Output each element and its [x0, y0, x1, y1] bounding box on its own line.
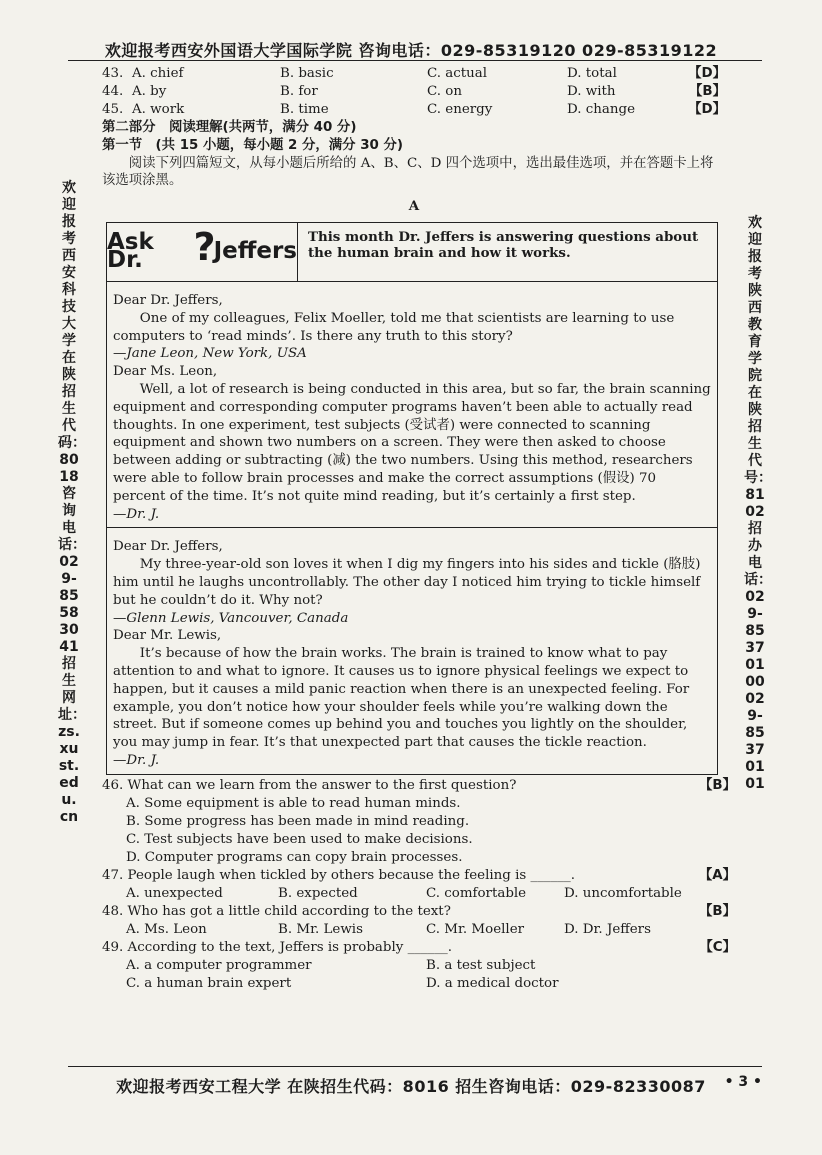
letter-greeting: Dear Dr. Jeffers, [113, 292, 223, 308]
answer-mark: 【C】 [699, 939, 736, 955]
reply-greeting: Dear Mr. Lewis, [113, 628, 222, 644]
header-rule [68, 60, 762, 61]
answer-mark: 【B】 [699, 903, 736, 919]
reply-signature: —Dr. J. [113, 506, 160, 522]
question-stem: 47. People laugh when tickled by others because the feeling is ______. [102, 867, 575, 883]
answer-mark: 【A】 [698, 867, 736, 883]
question-stem: 46. What can we learn from the answer to the first question? [102, 777, 517, 793]
footer-rule [68, 1066, 762, 1067]
question-47-options [112, 885, 716, 903]
box-header [107, 223, 717, 282]
question-49-options-row1 [112, 957, 716, 975]
reply-signature: —Dr. J. [113, 752, 160, 768]
option-c: C. Mr. Moeller [426, 921, 525, 937]
question-46-option [112, 831, 716, 849]
option-d: D. a medical doctor [426, 975, 559, 991]
question-number: 44. [102, 84, 124, 99]
question-49-stem [102, 939, 736, 957]
logo-text-left: Ask Dr. [107, 229, 154, 273]
option-d: D. Dr. Jeffers [564, 921, 651, 937]
question-row-45 [102, 101, 726, 119]
option-a: A. unexpected [126, 885, 223, 901]
right-side-banner: 欢迎报考陕西教育学院 在陕招生代号：8102 招办电话：029-85370100 029-85370101 [744, 215, 772, 792]
column-intro: This month Dr. Jeffers is answering questions about the human brain and how it works. [308, 228, 699, 261]
question-row-43 [102, 65, 726, 83]
option-b: B. expected [278, 885, 358, 901]
option-a: A. Ms. Leon [126, 921, 207, 937]
answer-mark: 【B】 [699, 777, 736, 793]
answer-mark: 【D】 [688, 66, 726, 81]
option-b: B. time [280, 102, 329, 117]
option-a: A. a computer programmer [126, 957, 312, 973]
question-48-options [112, 921, 716, 939]
option-c: C. on [427, 84, 462, 99]
option-d: D. Computer programs can copy brain processes. [126, 849, 463, 865]
prev-questions [102, 65, 726, 119]
option-c: C. actual [427, 66, 488, 81]
question-46-option [112, 813, 716, 831]
question-number: 45. [102, 102, 124, 117]
letter-signature: —Jane Leon, New York, USA [113, 346, 307, 362]
option-d: D. uncomfortable [564, 885, 682, 901]
question-47-stem [102, 867, 736, 885]
option-a: A. Some equipment is able to read human minds. [126, 795, 461, 811]
question-stem: 49. According to the text, Jeffers is probably ______. [102, 939, 452, 955]
option-c: C. comfortable [426, 885, 527, 901]
letter-body: One of my colleagues, Felix Moeller, told me that scientists are learning to use computers to ‘read minds’. Is there any truth to this story? [113, 310, 675, 344]
question-46-option [112, 849, 716, 867]
instructions: 阅读下列四篇短文，从每小题后所给的 A、B、C、D 四个选项中，选出最佳选项，并在答题卡上将该选项涂黑。 [102, 155, 714, 189]
question-49-options-row2 [112, 975, 716, 993]
letter-signature: —Glenn Lewis, Vancouver, Canada [113, 610, 349, 626]
letter-body: My three-year-old son loves it when I dig my fingers into his sides and tickle (胳肢) him until he laughs uncontrollably. The other day I noticed him trying to tickle himself but he couldn’t do it. Why not? [113, 557, 701, 608]
ask-dr-jeffers-box [106, 222, 718, 775]
question-number: 43. [102, 66, 124, 81]
option-d: D. change [567, 102, 635, 117]
option-b: B. Mr. Lewis [278, 921, 363, 937]
question-46-option [112, 795, 716, 813]
option-a: A. work [132, 102, 185, 117]
exam-content [102, 65, 736, 993]
letter-greeting: Dear Dr. Jeffers, [113, 539, 223, 555]
option-b: B. basic [280, 66, 334, 81]
part-title: 第二部分 阅读理解(共两节，满分 40 分) [102, 120, 357, 135]
option-d: D. total [567, 66, 617, 81]
letter-2 [107, 528, 717, 773]
question-row-44 [102, 83, 726, 101]
reply-greeting: Dear Ms. Leon, [113, 364, 218, 380]
option-a: A. by [132, 84, 167, 99]
answer-mark: 【D】 [688, 102, 726, 117]
question-46-stem [102, 777, 736, 795]
letter-1 [107, 282, 717, 527]
questions-block [102, 777, 736, 993]
answer-mark: 【B】 [689, 84, 726, 99]
ask-dr-jeffers-logo [107, 223, 298, 281]
section-title: 第一节 (共 15 小题，每小题 2 分，满分 30 分) [102, 137, 404, 153]
question-mark-icon: ? [193, 225, 216, 270]
passage-label: A [408, 198, 420, 215]
footer-banner: 欢迎报考西安工程大学 在陕招生代码：8016 招生咨询电话：029-82330087 [116, 1077, 706, 1096]
option-b: B. Some progress has been made in mind reading. [126, 813, 470, 829]
option-d: D. with [567, 84, 616, 99]
question-48-stem [102, 903, 736, 921]
option-c: C. energy [427, 102, 493, 117]
header-banner: 欢迎报考西安外国语大学国际学院 咨询电话：029-85319120 029-85319122 [104, 41, 718, 60]
option-c: C. a human brain expert [126, 975, 292, 991]
left-side-banner: 欢迎报考西安科技大学 在陕招生代码：8018 咨询电话：029-85583041 招生网址：zs.xust.edu.cn [58, 180, 86, 825]
option-a: A. chief [132, 66, 184, 81]
reply-body: It’s because of how the brain works. The brain is trained to know what to pay attention to and what to ignore. It causes us to ignore physical feelings we expect to happen, but it causes a mild panic reaction when there is an unexpected feeling. For example, you don’t notice how your shoulder feels while you’re walking down the street. But if someone comes up behind you and touches you lightly on the shoulder, you may jump in fear. It’s that unexpected part that causes the tickle reaction. [113, 646, 690, 751]
option-b: B. for [280, 84, 318, 99]
logo-text-right: Jeffers [213, 238, 297, 265]
page-number: • 3 • [724, 1074, 762, 1090]
question-stem: 48. Who has got a little child according to the text? [102, 903, 451, 919]
option-b: B. a test subject [426, 957, 536, 973]
option-c: C. Test subjects have been used to make decisions. [126, 831, 473, 847]
reply-body: Well, a lot of research is being conducted in this area, but so far, the brain scanning equipment and corresponding computer programs haven’t been able to actually read thoughts. In one experiment, test subjects (受试者) were connected to scanning equipment and shown two numbers on a screen. They were then asked to choose between adding or subtracting (减) the two numbers. Using this method, researchers were able to follow brain processes and make the correct assumptions (假设) 70 percent of the time. It’s not quite mind reading, but it’s certainly a first step. [113, 381, 711, 504]
